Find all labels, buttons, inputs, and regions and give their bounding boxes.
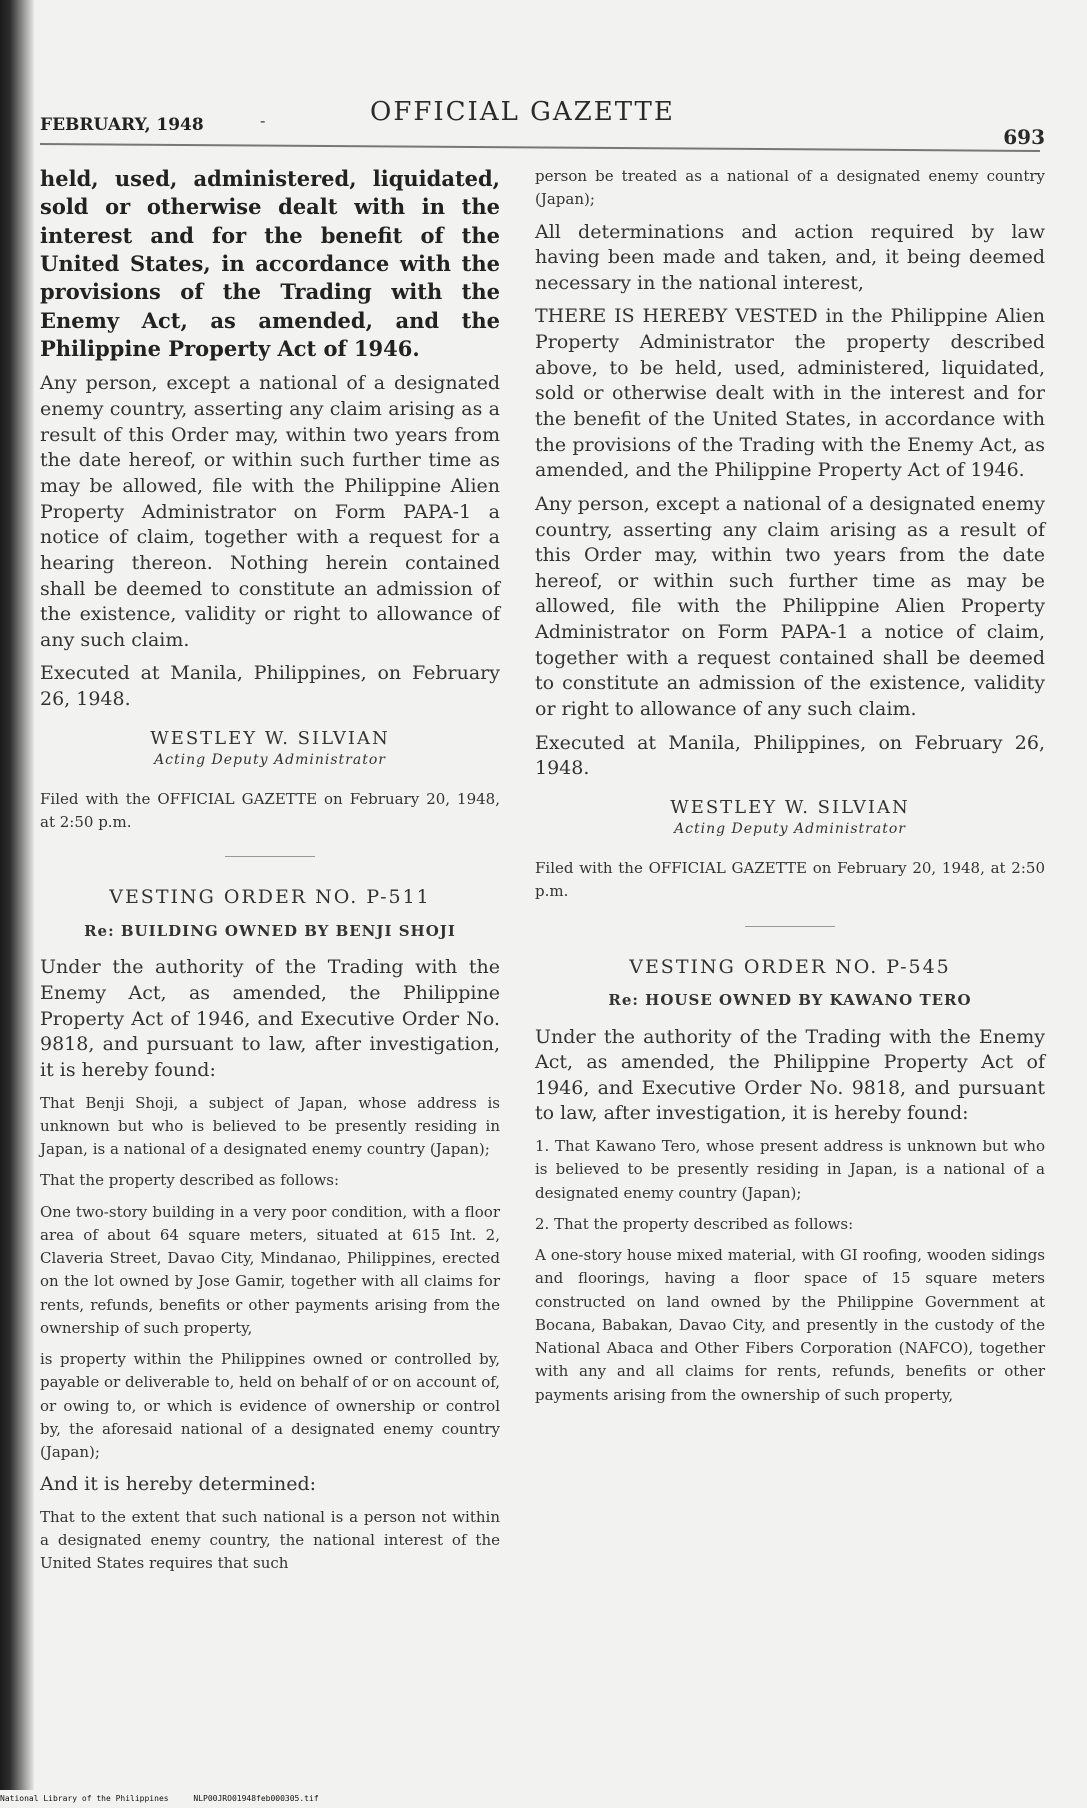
page-header (40, 95, 1045, 155)
right-signature-title: Acting Deputy Administrator (674, 821, 906, 838)
right-order-title: VESTING ORDER NO. P-545 (629, 955, 951, 978)
header-date: FEBRUARY, 1948 (40, 115, 204, 135)
right-para-1: person be treated as a national of a designated enemy country (Japan); (535, 167, 1045, 209)
header-separator: - (260, 111, 266, 130)
right-para-4: Any person, except a national of a designated enemy country, asserting any claim arising as a result of this Order may, within two years from the date hereof, or within such further time as may be allowed, file with the Philippine Alien Property Administrator on Form PAPA-1 a notice of claim, together with a request contained shall be deemed to constitute an admission of the existence, validity or right to allowance of any such claim. (535, 492, 1045, 721)
left-order-title: VESTING ORDER NO. P-511 (109, 886, 431, 909)
left-para-1: held, used, administered, liquidated, sold or otherwise dealt with in the interest and for the benefit of the United States, in accordance with the provisions of the Trading with the Enemy Act, as amended, and the Philippine Property Act of 1946. (40, 166, 500, 362)
left-order-intro: Under the authority of the Trading with the Enemy Act, as amended, the Philippine Property Act of 1946, and Executive Order No. 9818, and pursuant to law, after investigation, it is hereby found: (40, 956, 500, 1081)
left-para-3: Executed at Manila, Philippines, on February 26, 1948. (40, 662, 500, 711)
left-signature-name: WESTLEY W. SILVIAN (150, 727, 390, 749)
gazette-page (40, 95, 1045, 1775)
right-signature-name: WESTLEY W. SILVIAN (670, 796, 910, 818)
right-column (535, 165, 1045, 1415)
page-binding-edge (0, 0, 34, 1790)
right-filed-note: Filed with the OFFICIAL GAZETTE on February 20, 1948, at 2:50 p.m. (535, 859, 1045, 901)
right-finding-2-desc: A one-story house mixed material, with GI roofing, wooden sidings and floorings, having a floor space of 15 square meters constructed on land owned by the Philippine Government at Bocana, Babakan, Davao City, and presently in the custody of the National Abaca and Other Fibers Corporation (NAFCO), together with any and all claims for rents, refunds, benefits or other payments arising from the ownership of such property, (535, 1246, 1045, 1404)
left-signature-title: Acting Deputy Administrator (154, 752, 386, 769)
footer-source: National Library of the Philippines (0, 1794, 169, 1803)
left-filed-note: Filed with the OFFICIAL GAZETTE on February 20, 1948, at 2:50 p.m. (40, 789, 500, 832)
left-finding-2-desc: One two-story building in a very poor condition, with a floor area of about 64 square meters, situated at 615 Int. 2, Claveria Street, Davao City, Mindanao, Philippines, erected on the lot owned by Jose Gamir, together with all claims for rents, refunds, benefits or other payments arising from the ownership of such property, (40, 1202, 500, 1337)
right-order-intro: Under the authority of the Trading with the Enemy Act, as amended, the Philippine Property Act of 1946, and Executive Order No. 9818, and pursuant to law, after investigation, it is hereby found: (535, 1025, 1045, 1125)
header-rule (40, 143, 1040, 152)
right-para-5: Executed at Manila, Philippines, on February 26, 1948. (535, 731, 1045, 780)
scan-footer (0, 1794, 1087, 1808)
right-para-2: All determinations and action required by law having been made and taken, and, it being deemed necessary in the national interest, (535, 220, 1045, 294)
right-separator (745, 926, 835, 927)
left-para-2: Any person, except a national of a designated enemy country, asserting any claim arising as a result of this Order may, within two years from the date hereof, or within such further time as may be allowed, file with the Philippine Alien Property Administrator on Form PAPA-1 a notice of claim, together with a request for a hearing thereon. Nothing herein contained shall be deemed to constitute an admission of the existence, validity or right to allowance of any such claim. (40, 372, 500, 651)
left-order-re: Re: BUILDING OWNED BY BENJI SHOJI (84, 922, 456, 941)
page-number: 693 (1003, 125, 1045, 149)
right-finding-1: 1. That Kawano Tero, whose present address is unknown but who is believed to be presently residing in Japan, is a national of a designated enemy country (Japan); (535, 1137, 1045, 1202)
left-finding-3: is property within the Philippines owned or controlled by, payable or deliverable to, held on behalf of or on account of, or owing to, or which is evidence of ownership or control by, the aforesaid national of a designated enemy country (Japan); (40, 1350, 501, 1462)
left-column (40, 165, 500, 1584)
right-finding-2-intro: 2. That the property described as follows: (535, 1214, 854, 1233)
left-separator (225, 856, 315, 857)
publication-title: OFFICIAL GAZETTE (370, 97, 675, 127)
right-para-3: THERE IS HEREBY VESTED in the Philippine Alien Property Administrator the property described above, to be held, used, administered, liquidated, sold or otherwise dealt with in the interest and for the benefit of the United States, in accordance with the provisions of the Trading with the Enemy Act, as amended, and the Philippine Property Act of 1946. (535, 305, 1045, 482)
left-finding-1: That Benji Shoji, a subject of Japan, whose address is unknown but who is believed to be presently residing in Japan, is a national of a designated enemy country (Japan); (40, 1093, 500, 1159)
left-determination-1: That to the extent that such national is a person not within a designated enemy country, the national interest of the United States requires that such (40, 1507, 500, 1573)
right-order-re: Re: HOUSE OWNED BY KAWANO TERO (608, 991, 972, 1010)
left-finding-2-intro: That the property described as follows: (40, 1171, 340, 1190)
footer-filename: NLP00JRO01948feb000305.tif (193, 1794, 319, 1803)
left-determined: And it is hereby determined: (40, 1473, 317, 1496)
